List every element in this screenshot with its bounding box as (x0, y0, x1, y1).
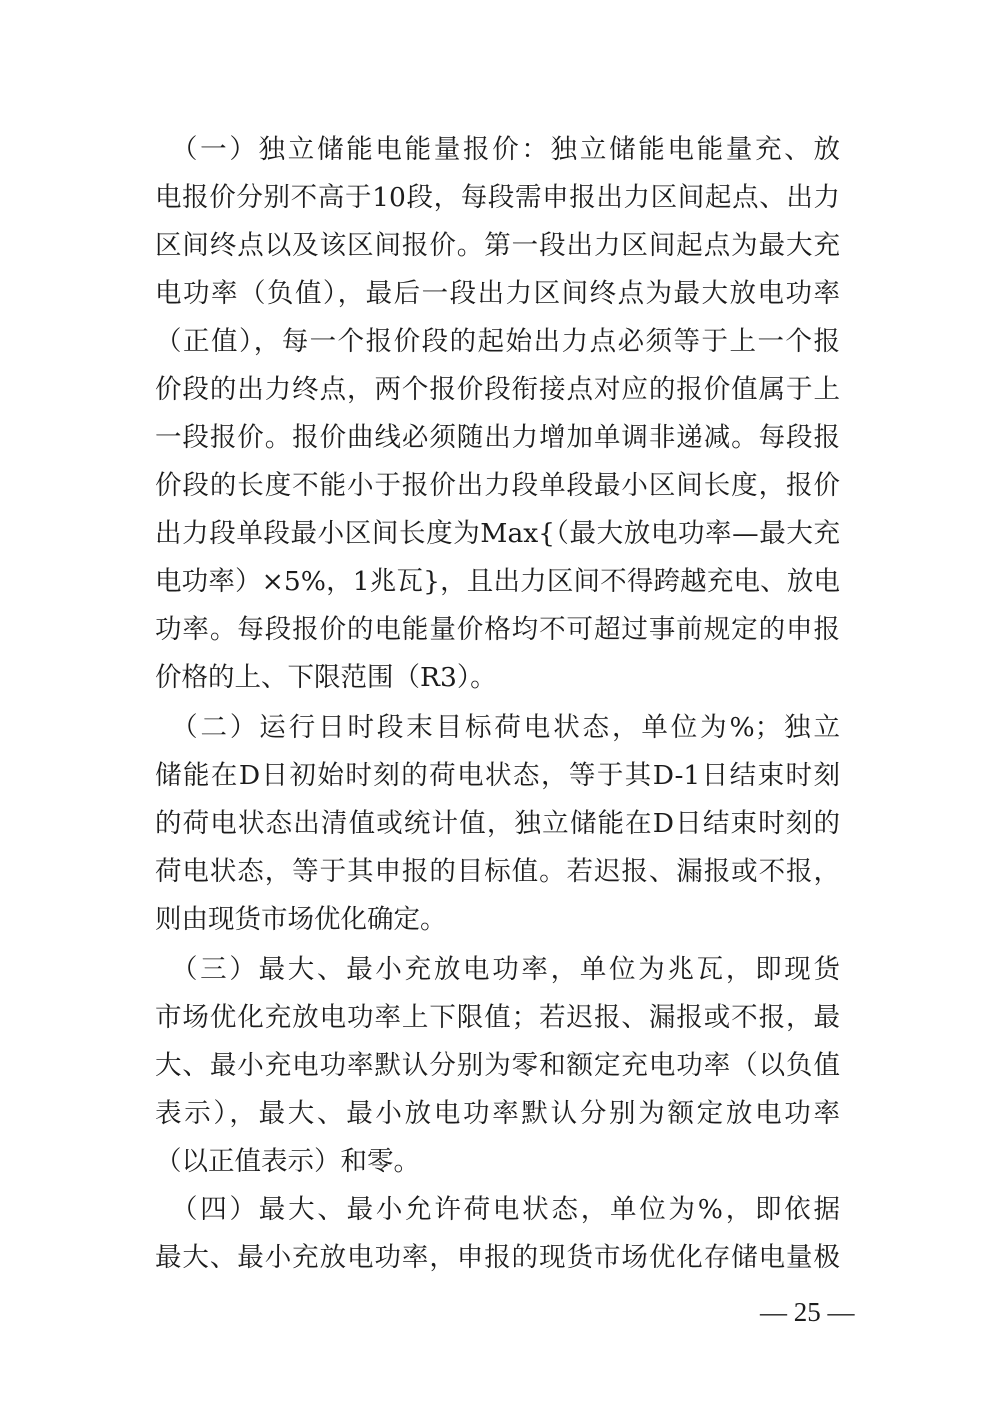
text-line: 区间终点以及该区间报价。第一段出力区间起点为最大充 (155, 230, 840, 261)
text-line: （正值），每一个报价段的起始出力点必须等于上一个报 (155, 326, 840, 357)
text-line: 电功率（负值），最后一段出力区间终点为最大放电功率 (155, 278, 840, 309)
text-line: 最大、最小充放电功率，申报的现货市场优化存储电量极 (155, 1242, 840, 1273)
text-line: 表示），最大、最小放电功率默认分别为额定放电功率 (155, 1098, 840, 1129)
text-line: 市场优化充放电功率上下限值；若迟报、漏报或不报，最 (155, 1002, 840, 1033)
page-number: — 25 — (760, 1297, 855, 1327)
text-line: 价格的上、下限范围（R3）。 (155, 662, 497, 693)
text-line: （三）最大、最小充放电功率，单位为兆瓦，即现货 (155, 954, 840, 985)
text-line: 的荷电状态出清值或统计值，独立储能在D日结束时刻的 (155, 808, 840, 839)
text-line: （以正值表示）和零。 (155, 1146, 420, 1177)
text-line: 大、最小充电功率默认分别为零和额定充电功率（以负值 (155, 1050, 840, 1081)
text-line: （四）最大、最小允许荷电状态，单位为%，即依据 (155, 1194, 840, 1225)
text-line: 价段的长度不能小于报价出力段单段最小区间长度，报价 (155, 470, 840, 501)
text-line: 电报价分别不高于10段，每段需申报出力区间起点、出力 (155, 182, 840, 213)
text-line: 储能在D日初始时刻的荷电状态，等于其D-1日结束时刻 (155, 760, 840, 791)
text-line: 则由现货市场优化确定。 (155, 904, 447, 935)
text-line: 荷电状态，等于其申报的目标值。若迟报、漏报或不报， (155, 856, 840, 887)
text-line: （一）独立储能电能量报价：独立储能电能量充、放 (155, 134, 840, 165)
text-line: 功率。每段报价的电能量价格均不可超过事前规定的申报 (155, 614, 840, 645)
text-line: （二）运行日时段末目标荷电状态，单位为%；独立 (155, 712, 840, 743)
text-line: 价段的出力终点，两个报价段衔接点对应的报价值属于上 (155, 374, 840, 405)
text-line: 一段报价。报价曲线必须随出力增加单调非递减。每段报 (155, 422, 840, 453)
text-line: 出力段单段最小区间长度为Max{（最大放电功率—最大充 (155, 518, 840, 549)
text-line: 电功率）×5%，1兆瓦}，且出力区间不得跨越充电、放电 (155, 566, 840, 597)
